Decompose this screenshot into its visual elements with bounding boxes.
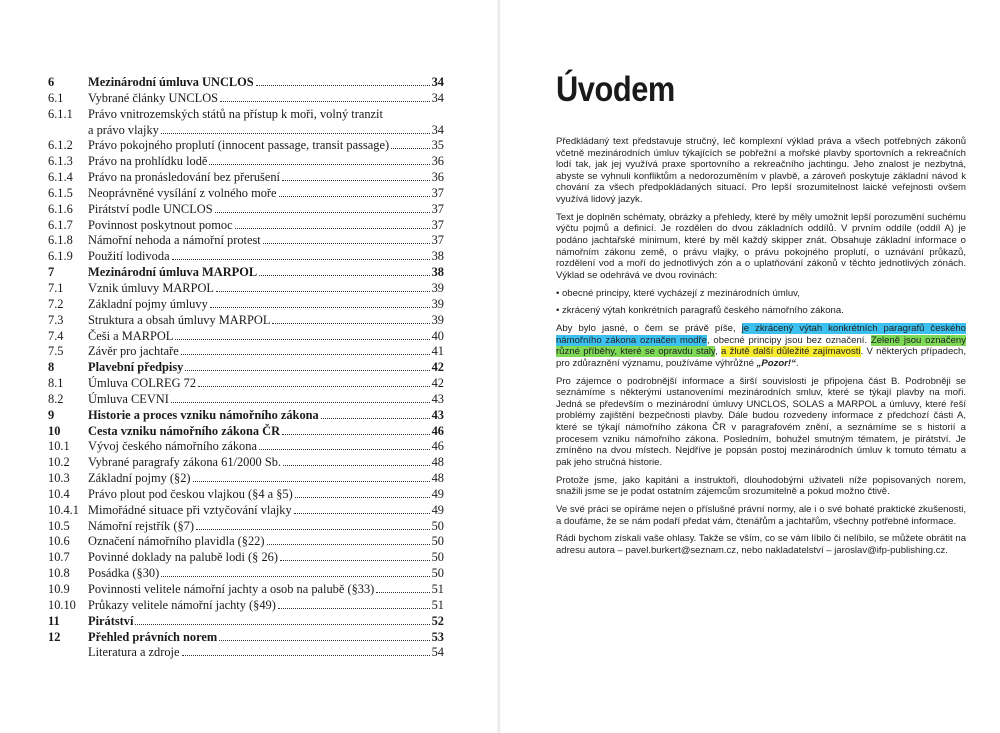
toc-leader-dots [259,275,429,276]
toc-title: Literatura a zdroje [88,645,180,660]
toc-title: Vznik úmluvy MARPOL [88,280,214,295]
p3-text-a: Aby bylo jasné, o čem se právě píše, [556,323,742,335]
toc-title: Závěr pro jachtaře [88,344,179,359]
toc-body [88,471,444,487]
p3-text-c: , [714,346,721,358]
toc-number: 7.2 [48,296,64,311]
toc-page-number: 37 [431,201,444,216]
bullet-item-1: • obecné principy, které vycházejí z mezinárodních úmluv, [556,287,800,299]
toc-leader-dots [391,148,430,149]
toc-body [88,218,444,234]
yellow-highlight: a žlutě další důležité zajímavosti [720,346,861,358]
toc-body [88,91,444,107]
toc-number: 8.1 [48,376,64,391]
toc-line [88,75,444,91]
toc-body [88,360,444,376]
toc-leader-dots [161,576,429,577]
toc-leader-dots [294,513,430,514]
blue-highlight: je zkrácený výtah konkrétních paragrafů českého námořního zákona označen modře [556,323,966,346]
toc-line [88,630,444,646]
toc-number: 6.1.2 [48,138,73,153]
toc-leader-dots [171,402,430,403]
toc-leader-dots [282,434,430,435]
toc-leader-dots [209,164,429,165]
toc-entry [48,186,444,202]
toc-leader-dots [161,133,430,134]
toc-page-number: 49 [431,502,444,517]
toc-line [88,249,444,265]
toc-leader-dots [198,386,430,387]
paragraph-5: Protože jsme, jako kapitáni a instruktoři, dlouhodobými uživateli níže popisovaných norem, snažili jsme se je podat ostatním zájemcům srozumitelně a pokud možno čtivě. [556,474,966,498]
chapter-heading: Úvodem [556,70,675,109]
toc-number: 10.5 [48,518,70,533]
toc-title: Právo vnitrozemských států na přístup k moři, volný tranzit [88,106,383,121]
paragraph-1: Předkládaný text představuje stručný, leč komplexní výklad práva a všech potřebných zákonů včetně mezinárodních úmluv týkajících se pobřežní a mořské plavby sportovních a rekreačních lodí tak, jak jej využívá praxe sportovního a rekreačního jachtingu. Jeho znalost je nezbytná, abyste se vyhnuli konfliktům a nedorozuměním v plavbě, a zároveň poskytuje základní návod k chování za všech předpokládaných situací. Pro lepší srozumitelnost laické veřejnosti ovšem využívá lidový jazyk. [556,136,966,205]
toc-entry [48,107,444,139]
toc-page-number: 39 [431,296,444,311]
toc-entry [48,297,444,313]
toc-title: Češi a MARPOL [88,328,174,343]
toc-leader-dots [376,592,429,593]
toc-body [88,392,444,408]
toc-line [88,614,444,630]
toc-leader-dots [210,307,430,308]
toc-title: Označení námořního plavidla (§22) [88,534,265,549]
toc-line [88,376,444,392]
toc-body [88,424,444,440]
toc-title: Vývoj českého námořního zákona [88,439,257,454]
toc-title: Posádka (§30) [88,566,160,581]
toc-body [88,281,444,297]
toc-page-number: 36 [431,154,444,169]
toc-number: 10 [48,423,61,438]
toc-line [88,154,444,170]
toc-entry [48,598,444,614]
bullet-item-2: • zkrácený výtah konkrétních paragrafů českého námořního zákona. [556,305,844,317]
toc-leader-dots [175,339,429,340]
toc-body [88,202,444,218]
toc-title: Právo na pronásledování bez přerušení [88,170,280,185]
toc-line [88,550,444,566]
toc-page-number: 52 [431,613,444,628]
toc-page-number: 41 [431,344,444,359]
toc-title: Úmluva COLREG 72 [88,376,197,391]
toc-leader-dots [256,85,430,86]
toc-leader-dots [235,228,430,229]
toc-entry [48,487,444,503]
toc-leader-dots [283,465,430,466]
paragraph-7: Rádi bychom získali vaše ohlasy. Takže se vším, co se vám líbilo či nelíbilo, se můžete obrátit na adresu autora – pavel.burkert@seznam.cz, nebo nakladatelství – jaroslav@ifp-publishing.cz. [556,533,966,556]
toc-line [88,360,444,376]
toc-page-number: 34 [431,75,444,89]
toc-leader-dots [279,196,430,197]
toc-number: 7 [48,265,55,280]
toc-page-number: 51 [431,597,444,612]
toc-leader-dots [295,497,430,498]
toc-body [88,233,444,249]
toc-page-number: 51 [431,582,444,596]
toc-number: 6.1.7 [48,217,73,232]
toc-number: 7.5 [48,344,64,359]
toc-body [88,344,444,360]
toc-page-number: 54 [431,645,444,660]
green-highlight: Zeleně jsou označeny různé příběhy, které se opravdu staly [556,334,967,358]
table-of-contents [48,75,444,661]
toc-leader-dots [280,560,430,561]
toc-entry [48,582,444,598]
toc-line [88,471,444,487]
toc-leader-dots [185,370,429,371]
toc-title: Mimořádné situace při vztyčování vlajky [88,502,292,517]
toc-page-number: 37 [431,217,444,232]
toc-line [88,503,444,519]
toc-leader-dots [282,180,430,181]
toc-line [88,233,444,249]
paragraph-3 [556,323,966,369]
right-page [500,0,1000,733]
toc-entry [48,91,444,107]
toc-entry [48,519,444,535]
toc-title: Plavební předpisy [88,360,184,375]
toc-body [88,249,444,265]
toc-body [88,566,444,582]
toc-body [88,487,444,503]
toc-entry [48,138,444,154]
toc-leader-dots [135,624,429,625]
toc-line [88,408,444,424]
toc-body [88,614,444,630]
toc-number: 10.4 [48,486,70,501]
toc-entry [48,75,444,91]
toc-number: 6.1.8 [48,233,73,248]
toc-body [88,297,444,313]
toc-line [88,281,444,297]
toc-page-number: 37 [431,185,444,200]
p3-text-b: , obecné principy jsou bez označení. [706,334,871,346]
toc-number: 6.1.4 [48,170,73,185]
toc-entry [48,550,444,566]
toc-entry [48,360,444,376]
toc-number: 8 [48,360,55,375]
toc-leader-dots [216,291,430,292]
pozor-emphasis: „Pozor!“ [756,357,796,369]
toc-title-continuation: a právo vlajky [88,122,159,137]
toc-title: Námořní nehoda a námořní protest [88,233,261,248]
toc-body [88,107,444,139]
paragraph-4: Pro zájemce o podrobnější informace a širší souvislosti je připojena část B. Podrobněji se seznámíme s některými ustanoveními mezinárodních smluv, které se týkají plavby na moři. Jedná se především o mezinárodní úmluvy UNCLOS, SOLAS a MARPOL a úmluvy, které řeší problémy zajištění bezpečnosti plavby. Dále budou rozvedeny informace z předchozí části A, které se týkají námořního zákona ČR v paragrafovém znění, a seznámíme se s historií a procesem vzniku námořního zákona. Posledním, bohužel smutným tématem, je pirátství. Je zmíněno na dvou místech. Nejdříve je popsán postoj mezinárodních úmluv k tomuto tématu a pak jeho stručná historie. [556,375,966,468]
toc-number: 10.3 [48,471,70,486]
toc-leader-dots [196,529,430,530]
toc-page-number: 48 [431,455,444,470]
toc-line [88,329,444,345]
toc-leader-dots [278,608,430,609]
toc-line [88,598,444,614]
toc-line [88,123,444,139]
toc-line [88,582,444,598]
toc-page-number: 43 [431,407,444,422]
toc-entry [48,566,444,582]
toc-body [88,265,444,281]
toc-title: Základní pojmy (§2) [88,471,191,486]
toc-body [88,645,444,661]
toc-page-number: 50 [431,550,444,565]
toc-entry [48,233,444,249]
toc-page-number: 42 [431,360,444,375]
toc-title: Právo pokojného proplutí (innocent passage, transit passage) [88,138,390,153]
toc-number: 10.2 [48,455,70,470]
toc-page-number: 34 [431,122,444,137]
toc-body [88,138,444,154]
toc-line [88,455,444,471]
toc-title: Povinnost poskytnout pomoc [88,217,233,232]
toc-page-number: 39 [431,280,444,295]
toc-leader-dots [263,243,430,244]
toc-leader-dots [215,212,430,213]
toc-leader-dots [219,640,429,641]
toc-number: 10.8 [48,566,70,581]
toc-page-number: 40 [431,328,444,343]
toc-line [88,566,444,582]
toc-entry [48,455,444,471]
toc-title: Námořní rejstřík (§7) [88,518,194,533]
toc-page-number: 50 [431,518,444,533]
toc-title: Mezinárodní úmluva MARPOL [88,265,258,280]
toc-body [88,408,444,424]
toc-leader-dots [259,449,430,450]
toc-line [88,313,444,329]
toc-entry [48,376,444,392]
toc-number: 9 [48,407,55,422]
toc-number: 10.6 [48,534,70,549]
toc-title: Pirátství [88,613,134,628]
toc-line [88,202,444,218]
toc-line [88,138,444,154]
toc-number: 12 [48,629,61,644]
toc-line [88,645,444,661]
toc-body [88,503,444,519]
toc-body [88,534,444,550]
toc-body [88,598,444,614]
toc-body [88,582,444,598]
toc-title: Historie a proces vzniku námořního zákona [88,407,319,422]
toc-number: 10.9 [48,582,70,596]
toc-number: 7.1 [48,280,64,295]
toc-page-number: 38 [431,265,444,280]
toc-body [88,329,444,345]
toc-page-number: 36 [431,170,444,185]
toc-body [88,75,444,91]
toc-body [88,550,444,566]
toc-entry [48,344,444,360]
paragraph-2: Text je doplněn schématy, obrázky a přehledy, které by měly umožnit lepší porozumění suchému výčtu pojmů a definicí. Je rozdělen do dvou základních oddílů. V prvním oddíle (oddíl A) je podáno jachtařské minimum, které by měl každý skipper znát. Obsahuje základní informace o námořním zákonu země, o právu vlajky, o právu pokojného proplutí, o uznávání průkazů, rozdělení vod a moří do jednotlivých zón a o uplatňování zákonů v těchto jednotlivých zónách. Výklad se odehrává ve dvou rovinách: [556,211,966,281]
p3-text-d: . V některých případech, pro zdůraznění významu, používáme výhrůžné [556,346,966,369]
toc-entry [48,281,444,297]
toc-page-number: 39 [431,312,444,327]
toc-entry [48,408,444,424]
toc-number: 6.1.6 [48,201,73,216]
toc-number: 8.2 [48,391,64,406]
toc-entry [48,249,444,265]
toc-body [88,154,444,170]
toc-entry [48,392,444,408]
toc-page-number: 37 [431,233,444,248]
toc-line [88,424,444,440]
toc-title: Úmluva CEVNI [88,391,169,406]
toc-body [88,519,444,535]
toc-title: Povinnosti velitele námořní jachty a osob na palubě (§33) [88,582,375,596]
toc-line [88,91,444,107]
toc-page-number: 42 [431,376,444,391]
toc-number: 6 [48,75,55,89]
toc-leader-dots [172,259,430,260]
toc-line [88,487,444,503]
toc-number: 6.1 [48,90,64,105]
toc-number: 10.4.1 [48,502,79,517]
toc-body [88,170,444,186]
toc-body [88,455,444,471]
toc-number: 6.1.1 [48,106,73,121]
toc-entry [48,630,444,646]
paragraph-6: Ve své práci se opíráme nejen o příslušné právní normy, ale i o své bohaté praktické zkušenosti, a doufáme, že se nám podaří předat vám, čtenářům a jachtařům, všechny potřebné informace. [556,503,966,527]
toc-entry [48,503,444,519]
toc-title: Pirátství podle UNCLOS [88,201,213,216]
toc-leader-dots [267,544,430,545]
toc-page-number: 50 [431,534,444,549]
toc-entry [48,534,444,550]
toc-title: Vybrané paragrafy zákona 61/2000 Sb. [88,455,282,470]
toc-title: Cesta vzniku námořního zákona ČR [88,423,281,438]
toc-body [88,376,444,392]
toc-entry [48,202,444,218]
toc-leader-dots [182,655,430,656]
toc-entry [48,439,444,455]
toc-line [88,297,444,313]
toc-line [88,392,444,408]
toc-entry [48,265,444,281]
toc-title: Struktura a obsah úmluvy MARPOL [88,312,271,327]
toc-title: Právo na prohlídku lodě [88,154,208,169]
toc-line [88,344,444,360]
toc-body [88,313,444,329]
toc-line [88,218,444,234]
toc-title: Povinné doklady na palubě lodi (§ 26) [88,550,278,565]
toc-number: 6.1.9 [48,249,73,264]
toc-entry [48,614,444,630]
toc-page-number: 34 [431,90,444,105]
toc-entry [48,424,444,440]
intro-text [556,136,966,563]
toc-number: 10.10 [48,597,76,612]
toc-entry [48,329,444,345]
toc-entry [48,154,444,170]
toc-leader-dots [272,323,429,324]
toc-leader-dots [193,481,430,482]
toc-number: 6.1.3 [48,154,73,169]
toc-body [88,630,444,646]
p3-text-e: . [795,357,799,369]
toc-page-number: 38 [431,249,444,264]
toc-entry [48,170,444,186]
toc-line [88,439,444,455]
toc-line [88,265,444,281]
toc-page-number: 53 [431,629,444,644]
toc-line [88,534,444,550]
toc-page-number: 49 [431,486,444,501]
toc-title: Mezinárodní úmluva UNCLOS [88,75,254,89]
toc-page-number: 46 [431,439,444,454]
toc-leader-dots [321,418,430,419]
toc-page-number: 35 [431,138,444,153]
toc-number: 7.4 [48,328,64,343]
toc-line [88,519,444,535]
toc-title: Vybrané články UNCLOS [88,90,219,105]
toc-entry [48,645,444,661]
toc-body [88,439,444,455]
toc-leader-dots [181,354,430,355]
toc-line [88,170,444,186]
toc-line [88,186,444,202]
toc-title: Základní pojmy úmluvy [88,296,208,311]
toc-page-number: 48 [431,471,444,486]
toc-title: Právo plout pod českou vlajkou (§4 a §5) [88,486,293,501]
toc-body [88,186,444,202]
toc-title: Průkazy velitele námořní jachty (§49) [88,597,276,612]
toc-number: 6.1.5 [48,185,73,200]
toc-entry [48,471,444,487]
toc-number: 7.3 [48,312,64,327]
toc-entry [48,218,444,234]
toc-page-number: 50 [431,566,444,581]
toc-page-number: 43 [431,391,444,406]
toc-title: Neoprávněné vysílání z volného moře [88,185,277,200]
toc-title: Použití lodivoda [88,249,170,264]
toc-leader-dots [220,101,430,102]
toc-number: 11 [48,613,60,628]
toc-entry [48,313,444,329]
toc-number: 10.7 [48,550,70,565]
toc-number: 10.1 [48,439,70,454]
toc-title: Přehled právních norem [88,629,218,644]
toc-page-number: 46 [431,423,444,438]
